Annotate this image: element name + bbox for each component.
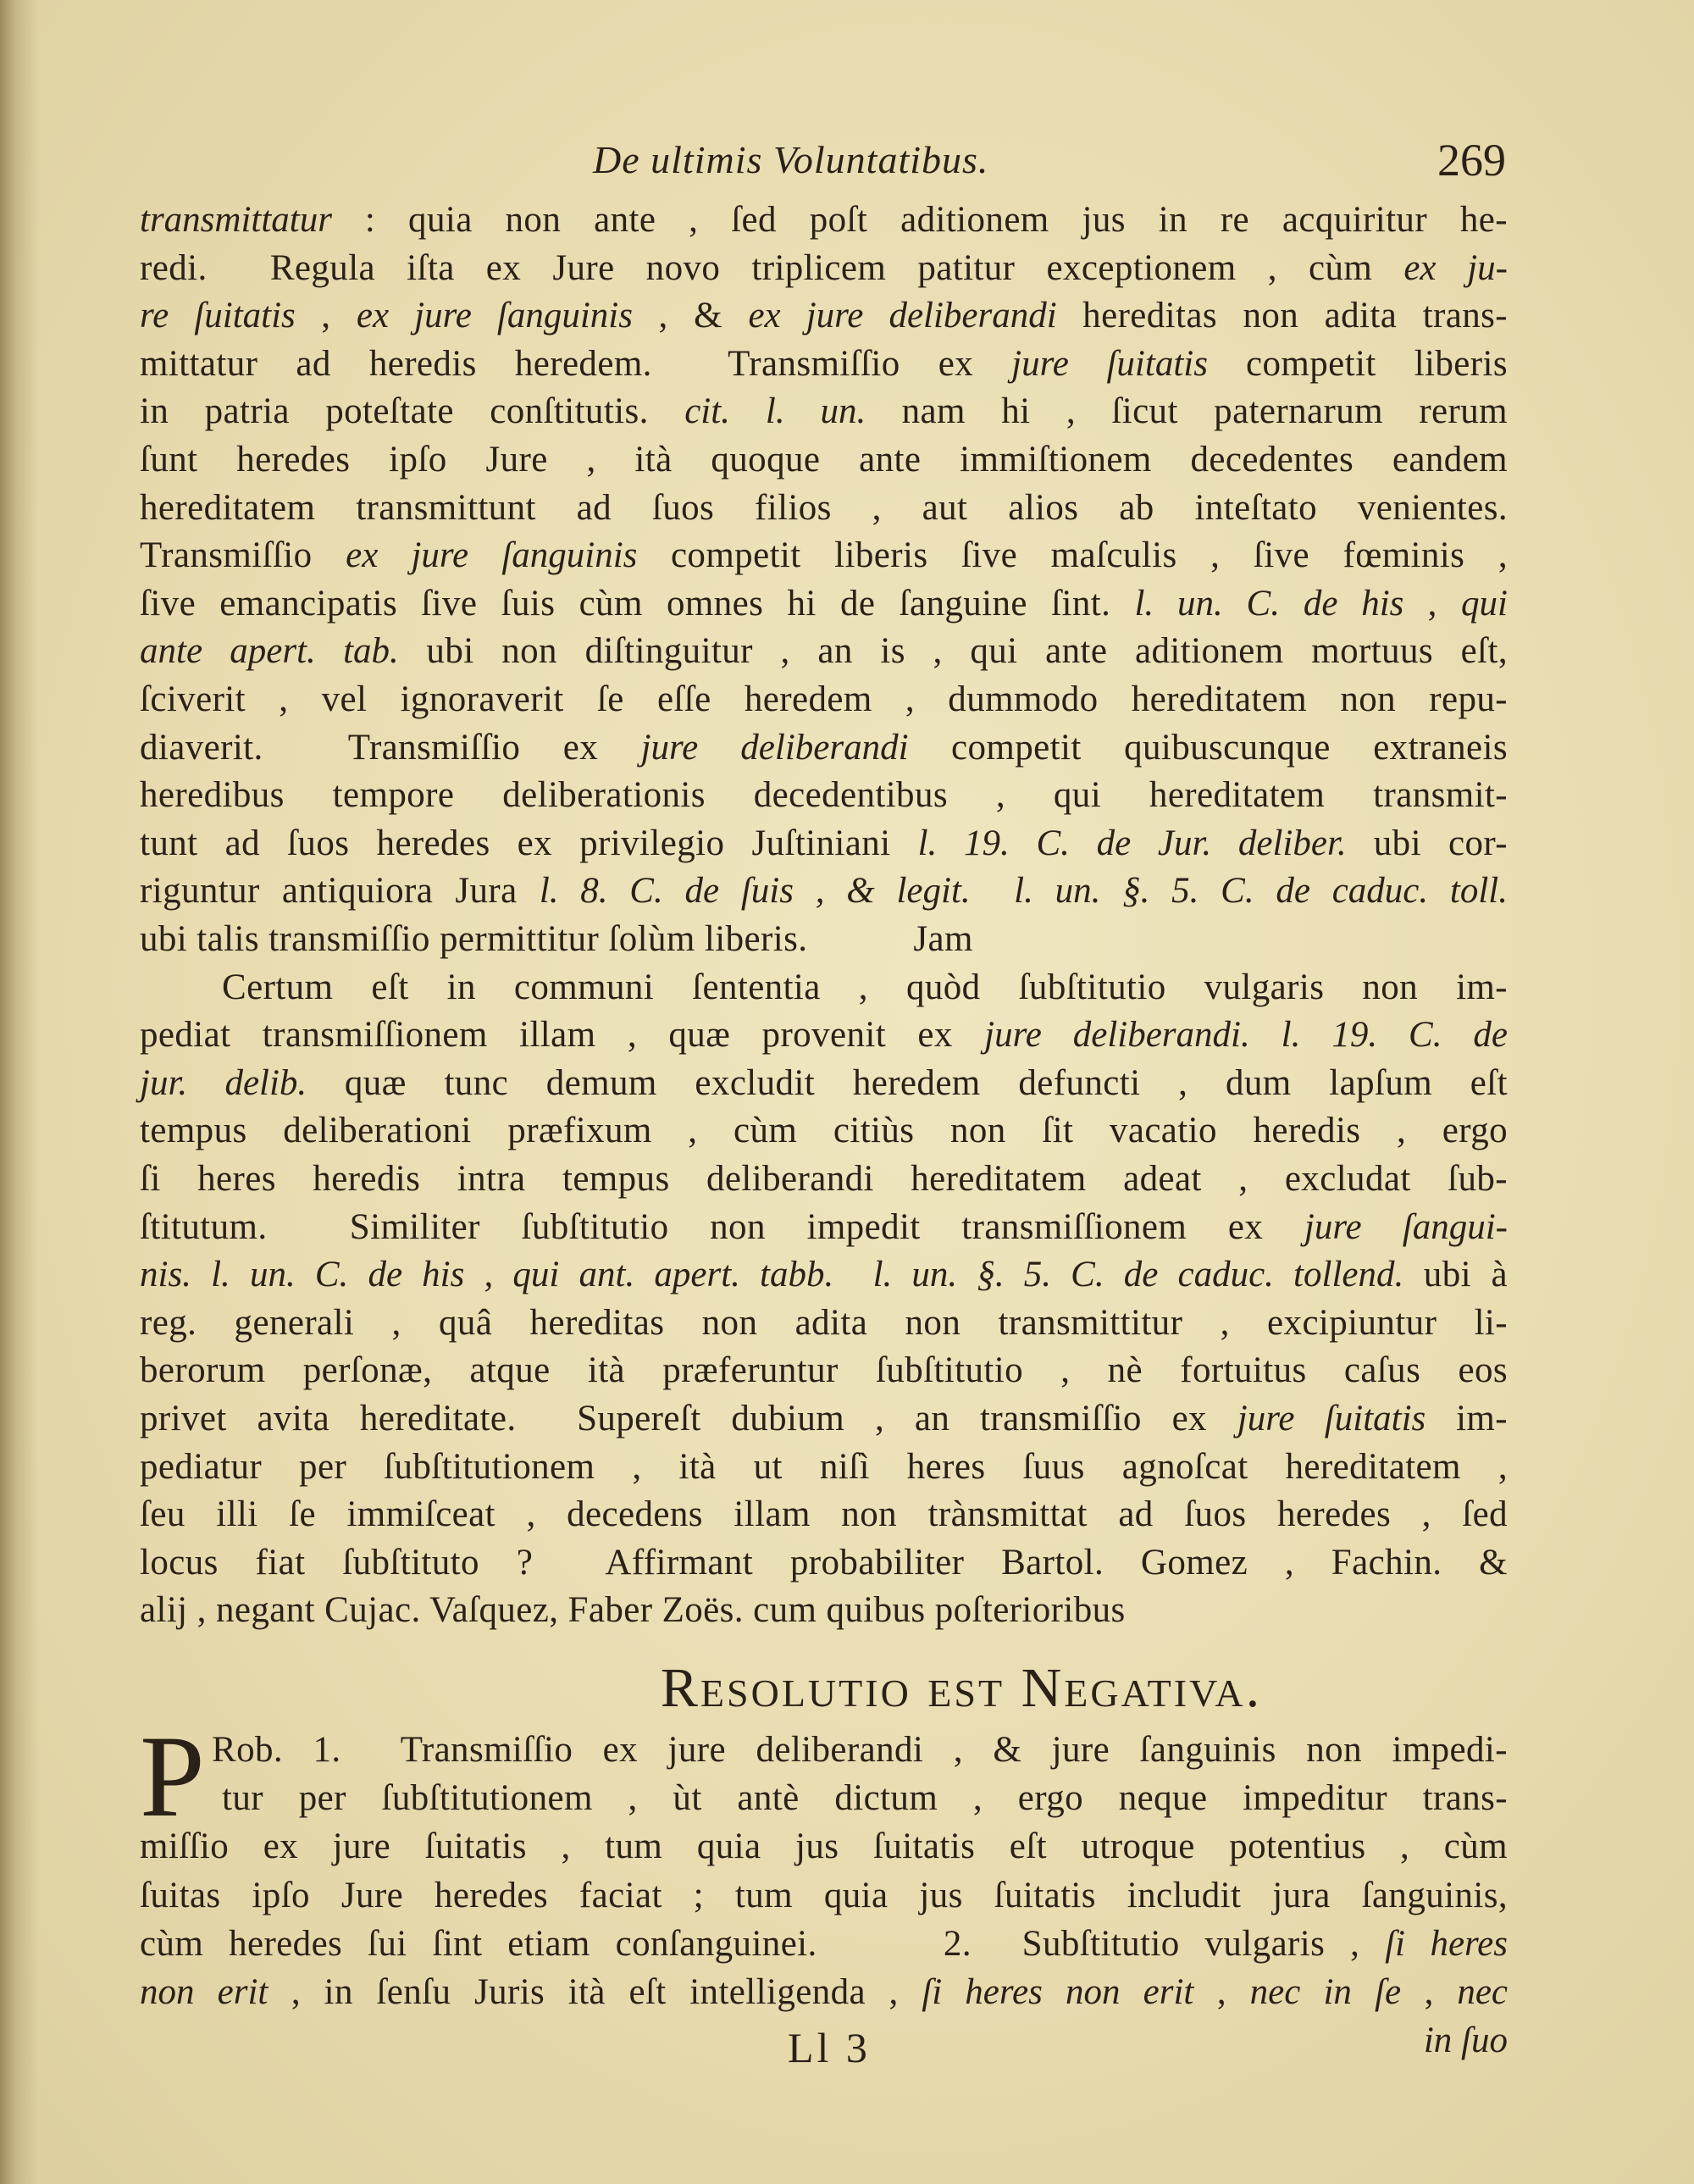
text-line <box>140 1823 1508 1871</box>
text-run: hereditas non adita trans- <box>1056 296 1509 336</box>
text-run: tur per ſubſtitutionem , ùt antè dictum , ergo neque impeditur trans- <box>222 1778 1508 1819</box>
italic-citation: ex jure ſanguinis <box>346 535 638 576</box>
text-run: ubi cor- <box>1346 823 1508 863</box>
text-line <box>140 245 1508 292</box>
text-line <box>140 820 1508 868</box>
text-line <box>140 772 1508 819</box>
text-line <box>140 1969 1508 2016</box>
text-line <box>140 676 1508 723</box>
running-header <box>0 137 1694 188</box>
text-run: heredibus tempore deliberationis decedentibus , qui hereditatem transmit- <box>140 775 1508 816</box>
text-run: nam hi , ſicut paternarum rerum <box>866 391 1508 432</box>
text-run: ſunt heredes ipſo Jure , ità quoque ante immiſtionem decedentes eandem <box>140 440 1508 479</box>
text-line <box>140 1539 1508 1587</box>
text-run: tunt ad ſuos heredes ex privilegio Juſtiniani <box>140 823 918 863</box>
text-run: ſtitutum. Similiter ſubſtitutio non impedit transmiſſionem ex <box>140 1206 1304 1247</box>
text-run: ſeu illi ſe immiſceat , decedens illam non trànsmittat ad ſuos heredes , ſed <box>140 1494 1508 1535</box>
text-run: , <box>1403 583 1462 624</box>
text-run: , <box>1193 1972 1250 2012</box>
text-run: competit liberis ſive maſculis , ſive fœminis , <box>637 535 1508 576</box>
drop-cap: P <box>140 1711 205 1841</box>
italic-citation: re ſuitatis <box>140 296 296 336</box>
text-run: pediat transmiſſionem illam , quæ provenit ex <box>140 1015 985 1056</box>
text-run: : quia non ante , ſed poſt aditionem jus in re acquiritur he- <box>332 200 1508 240</box>
text-run: ubi non diſtinguitur , an is , qui ante aditionem mortuus eſt, <box>398 631 1508 672</box>
text-line <box>140 292 1508 340</box>
text-line <box>140 197 1508 244</box>
signature-mark: Ll 3 <box>788 2024 871 2071</box>
text-line <box>140 1872 1508 1920</box>
text-line <box>140 1347 1508 1394</box>
text-run: reg. generali , quâ hereditas non adita non transmittitur , excipiuntur li- <box>140 1302 1508 1343</box>
text-run: tempus deliberationi præfixum , cùm citiùs non ſit vacatio heredis , ergo <box>140 1111 1508 1151</box>
text-run: riguntur antiquiora Jura <box>140 871 540 912</box>
text-line <box>222 1775 1508 1822</box>
italic-citation: jure ſuitatis <box>1011 343 1208 384</box>
text-run: pediatur per ſubſtitutionem , ità ut niſì heres ſuus agnoſcat hereditatem , <box>140 1446 1508 1487</box>
italic-citation: qui <box>1461 583 1508 624</box>
text-line <box>140 532 1508 579</box>
text-run: , <box>295 296 357 336</box>
text-run: , in ſenſu Juris ità eſt intelligenda , <box>268 1972 922 2012</box>
text-run: im- <box>1426 1399 1508 1438</box>
text-run: berorum perſonæ, atque ità præferuntur ſubſtitutio , nè fortuitus caſus eos <box>140 1350 1508 1391</box>
italic-citation: jur. delib. <box>140 1062 307 1103</box>
italic-citation: ſi heres non erit <box>922 1972 1194 2012</box>
italic-citation: l. 19. C. de Jur. deliber. <box>917 823 1347 863</box>
italic-citation: non erit <box>140 1972 268 2012</box>
text-run: privet avita hereditate. Supereſt dubium , an transmiſſio ex <box>140 1399 1237 1438</box>
text-run: ſuitas ipſo Jure heredes faciat ; tum quia jus ſuitatis includit jura ſanguinis, <box>140 1875 1508 1915</box>
text-line <box>140 1204 1508 1251</box>
section-heading: Resolutio est Negativa. <box>660 1657 1263 1719</box>
text-run: ubi talis transmiſſio permittitur ſolùm liberis. <box>140 919 808 959</box>
text-line <box>140 1060 1508 1107</box>
italic-citation: ſi heres <box>1385 1923 1508 1964</box>
text-run: mittatur ad heredis heredem. Transmiſſio ex <box>140 343 1012 384</box>
text-run: diaverit. Transmiſſio ex <box>140 727 641 768</box>
running-title: De ultimis Voluntatibus. <box>593 138 989 181</box>
text-line <box>140 436 1508 484</box>
italic-citation: nec in ſe <box>1249 1972 1402 2012</box>
text-run: , & <box>633 296 749 336</box>
italic-citation: jure ſuitatis <box>1237 1399 1426 1438</box>
text-run: Rob. 1. Transmiſſio ex jure deliberandi , & jure ſanguinis non impedi- <box>212 1730 1508 1770</box>
text-run: Certum eſt in communi ſententia , quòd ſubſtitutio vulgaris non im- <box>222 967 1508 1007</box>
text-line <box>140 1921 1508 1968</box>
italic-citation: ante apert. tab. <box>140 631 399 672</box>
text-line <box>140 485 1508 532</box>
italic-citation: nec <box>1457 1972 1509 2012</box>
italic-citation: l. 8. C. de ſuis , & legit. l. un. §. 5. C. de caduc. toll. <box>539 871 1508 912</box>
text-line <box>140 1491 1508 1538</box>
text-line <box>140 1156 1508 1203</box>
text-line <box>140 1587 1508 1634</box>
text-run: ſciverit , vel ignoraverit ſe eſſe heredem , dummodo hereditatem non repu- <box>140 679 1508 719</box>
text-run: alij , negant Cujac. Vaſquez, Faber Zoës. cum quibus poſterioribus <box>140 1590 1126 1631</box>
text-run: locus fiat ſubſtituto ? Affirmant probabiliter Bartol. Gomez , Fachin. & <box>140 1542 1508 1583</box>
catchword: in ſuo <box>1423 2020 1508 2060</box>
text-run: hereditatem transmittunt ad ſuos filios , aut alios ab inteſtato venientes. <box>140 487 1508 528</box>
italic-citation: jure deliberandi <box>640 727 909 768</box>
text-run: in patria poteſtate conſtitutis. <box>140 391 685 432</box>
page-gutter-shadow <box>0 0 39 2184</box>
text-run: competit liberis <box>1207 343 1508 384</box>
italic-citation: nis. l. un. C. de his , qui ant. apert. tabb. l. un. §. 5. C. de caduc. tollend. <box>140 1255 1404 1295</box>
italic-citation: cit. l. un. <box>684 391 866 432</box>
italic-citation: ex ju- <box>1403 247 1509 288</box>
text-run: miſſio ex jure ſuitatis , tum quia jus ſuitatis eſt utroque potentius , cùm <box>140 1826 1508 1867</box>
text-line <box>222 964 1508 1012</box>
text-line <box>140 1444 1508 1491</box>
italic-citation: transmittatur <box>140 200 332 240</box>
text-run: ſive emancipatis ſive ſuis cùm omnes hi de ſanguine ſint. <box>140 583 1135 624</box>
text-line <box>140 341 1508 388</box>
text-line <box>212 1727 1508 1774</box>
italic-citation: ex jure deliberandi <box>748 296 1057 336</box>
page-number: 269 <box>1437 135 1506 186</box>
text-run: cùm heredes ſui ſint etiam conſanguinei. 2. Subſtitutio vulgaris , <box>140 1923 1386 1964</box>
text-line <box>140 724 1508 772</box>
text-line <box>140 1300 1508 1347</box>
italic-citation: jure deliberandi. l. 19. C. de <box>984 1015 1508 1056</box>
text-line <box>140 1395 1508 1443</box>
italic-citation: l. un. C. de his <box>1134 583 1404 624</box>
text-line <box>140 1107 1508 1155</box>
text-line <box>140 868 1508 915</box>
text-line <box>140 1251 1508 1299</box>
text-run: , <box>1401 1972 1458 2012</box>
text-run: ubi à <box>1403 1255 1508 1295</box>
text-run: Jam <box>913 919 973 959</box>
text-run: competit quibuscunque extraneis <box>908 727 1509 768</box>
text-line <box>140 388 1508 435</box>
text-run: quæ tunc demum excludit heredem defuncti , dum lapſum eſt <box>307 1062 1508 1103</box>
italic-citation: ex jure ſanguinis <box>356 296 633 336</box>
text-run: Transmiſſio <box>140 535 346 576</box>
text-line <box>140 580 1508 628</box>
text-run: ſi heres heredis intra tempus deliberandi hereditatem adeat , excludat ſub- <box>140 1159 1508 1199</box>
text-run: redi. Regula iſta ex Jure novo triplicem patitur exceptionem , cùm <box>140 247 1404 288</box>
text-line <box>140 916 1508 963</box>
text-line <box>140 628 1508 675</box>
text-line <box>140 1012 1508 1059</box>
italic-citation: jure ſangui- <box>1304 1206 1508 1247</box>
